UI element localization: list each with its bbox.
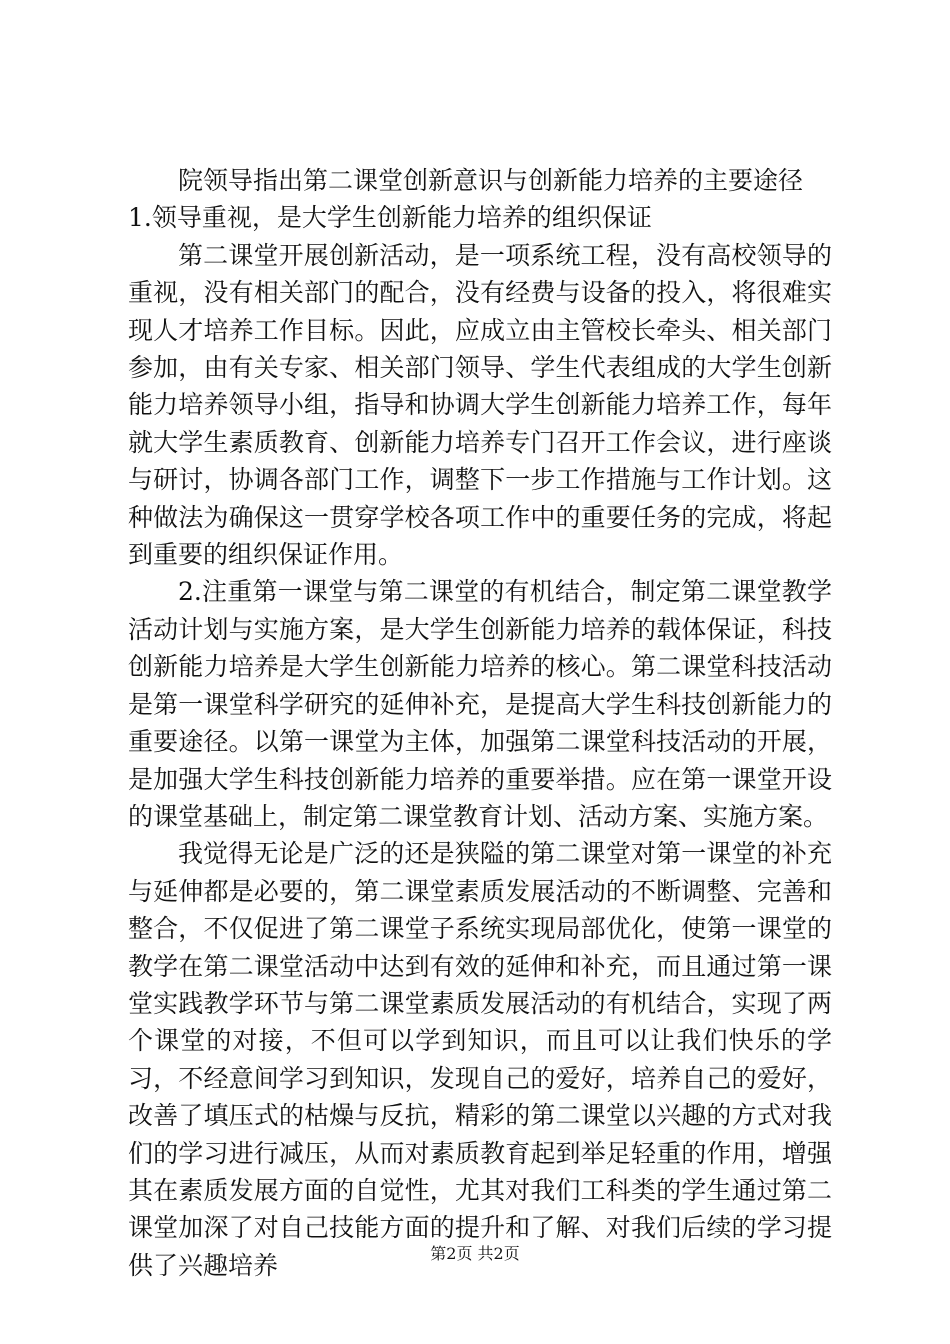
page-number-footer: 第2页 共2页 <box>430 1244 520 1263</box>
paragraph-2: 2.注重第一课堂与第二课堂的有机结合，制定第二课堂教学活动计划与实施方案，是大学生创新能力培养的载体保证，科技创新能力培养是大学生创新能力培养的核心。第二课堂科技活动是第一课堂科学研究的延伸补充，是提高大学生科技创新能力的重要途径。以第一课堂为主体，加强第二课堂科技活动的开展，是加强大学生科技创新能力培养的重要举措。应在第一课堂开设的课堂基础上，制定第二课堂教育计划、活动方案、实施方案。 <box>128 577 832 831</box>
paragraph-3: 我觉得无论是广泛的还是狭隘的第二课堂对第一课堂的补充与延伸都是必要的，第二课堂素质发展活动的不断调整、完善和整合，不仅促进了第二课堂子系统实现局部优化，使第一课堂的教学在第二课堂活动中达到有效的延伸和补充，而且通过第一课堂实践教学环节与第二课堂素质发展活动的有机结合，实现了两个课堂的对接，不但可以学到知识，而且可以让我们快乐的学习，不经意间学习到知识，发现自己的爱好，培养自己的爱好，改善了填压式的枯燥与反抗，精彩的第二课堂以兴趣的方式对我们的学习进行减压，从而对素质教育起到举足轻重的作用，增强其在素质发展方面的自觉性，尤其对我们工科类的学生通过第二课堂加深了对自己技能方面的提升和了解、对我们后续的学习提供了兴趣培养 <box>128 839 832 1280</box>
document-body <box>128 162 832 1284</box>
section-heading-1: 1.领导重视，是大学生创新能力培养的组织保证 <box>128 203 652 233</box>
document-title: 院领导指出第二课堂创新意识与创新能力培养的主要途径 <box>178 166 804 195</box>
paragraph-1: 第二课堂开展创新活动，是一项系统工程，没有高校领导的重视，没有相关部门的配合，没有经费与设备的投入，将很难实现人才培养工作目标。因此，应成立由主管校长牵头、相关部门参加，由有关专家、相关部门领导、学生代表组成的大学生创新能力培养领导小组，指导和协调大学生创新能力培养工作，每年就大学生素质教育、创新能力培养专门召开工作会议，进行座谈与研讨，协调各部门工作，调整下一步工作措施与工作计划。这种做法为确保这一贯穿学校各项工作中的重要任务的完成，将起到重要的组织保证作用。 <box>128 240 832 570</box>
